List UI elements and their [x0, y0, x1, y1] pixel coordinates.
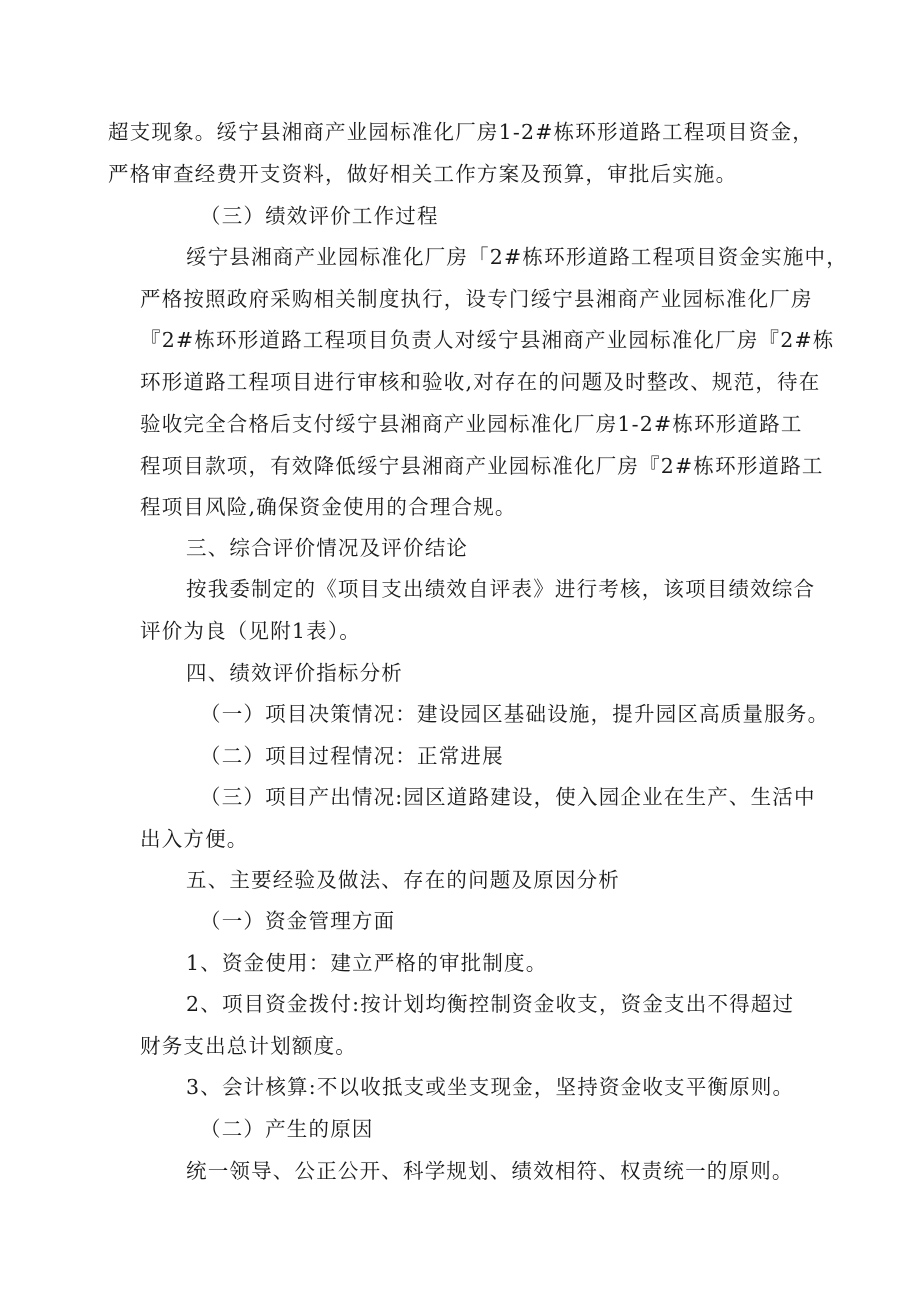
text-line: 按我委制定的《项目支出绩效自评表》进行考核，该项目绩效综合	[186, 577, 816, 601]
section-heading: （一）资金管理方面	[200, 909, 396, 933]
text-line: 财务支出总计划额度。	[140, 1034, 357, 1058]
section-heading: 五、主要经验及做法、存在的问题及原因分析	[186, 868, 620, 892]
text-line: 『2#栋环形道路工程项目负责人对绥宁县湘商产业园标准化厂房『2#栋	[140, 328, 835, 352]
text-line: 超支现象。绥宁县湘商产业园标准化厂房1-2#栋环形道路工程项目资金，	[108, 120, 814, 144]
text-line: 评价为良（见附1表）。	[140, 619, 361, 643]
text-line: 程项目款项，有效降低绥宁县湘商产业园标准化厂房『2#栋环形道路工	[140, 454, 824, 478]
text-line: （三）项目产出情况:园区道路建设，使入园企业在生产、生活中	[200, 785, 816, 809]
text-line: 严格审查经费开支资料，做好相关工作方案及预算，审批后实施。	[108, 162, 738, 186]
text-line: 绥宁县湘商产业园标准化厂房「2#栋环形道路工程项目资金实施中，	[186, 245, 848, 269]
text-line: 3、会计核算:不以收抵支或坐支现金，坚持资金收支平衡原则。	[186, 1075, 795, 1099]
text-line: 出入方便。	[140, 827, 249, 851]
section-heading: （二）产生的原因	[200, 1117, 374, 1141]
text-line: （二）项目过程情况：正常进展	[200, 744, 504, 768]
text-line: 1、资金使用：建立严格的审批制度。	[186, 951, 548, 975]
text-line: （一）项目决策情况：建设园区基础设施，提升园区高质量服务。	[200, 702, 830, 726]
text-line: 统一领导、公正公开、科学规划、绩效相符、权责统一的原则。	[186, 1159, 794, 1183]
section-heading: 四、绩效评价指标分析	[186, 661, 403, 685]
text-line: 严格按照政府采购相关制度执行，设专门绥宁县湘商产业园标准化厂房	[140, 287, 813, 311]
section-heading: 三、综合评价情况及评价结论	[186, 536, 469, 560]
text-line: 环形道路工程项目进行审核和验收,对存在的问题及时整改、规范，待在	[140, 370, 821, 394]
text-line: 2、项目资金拨付:按计划均衡控制资金收支，资金支出不得超过	[186, 992, 795, 1016]
section-heading: （三）绩效评价工作过程	[200, 204, 439, 228]
text-line: 程项目风险,确保资金使用的合理合规。	[140, 495, 517, 519]
text-line: 验收完全合格后支付绥宁县湘商产业园标准化厂房1-2#栋环形道路工	[140, 412, 803, 436]
